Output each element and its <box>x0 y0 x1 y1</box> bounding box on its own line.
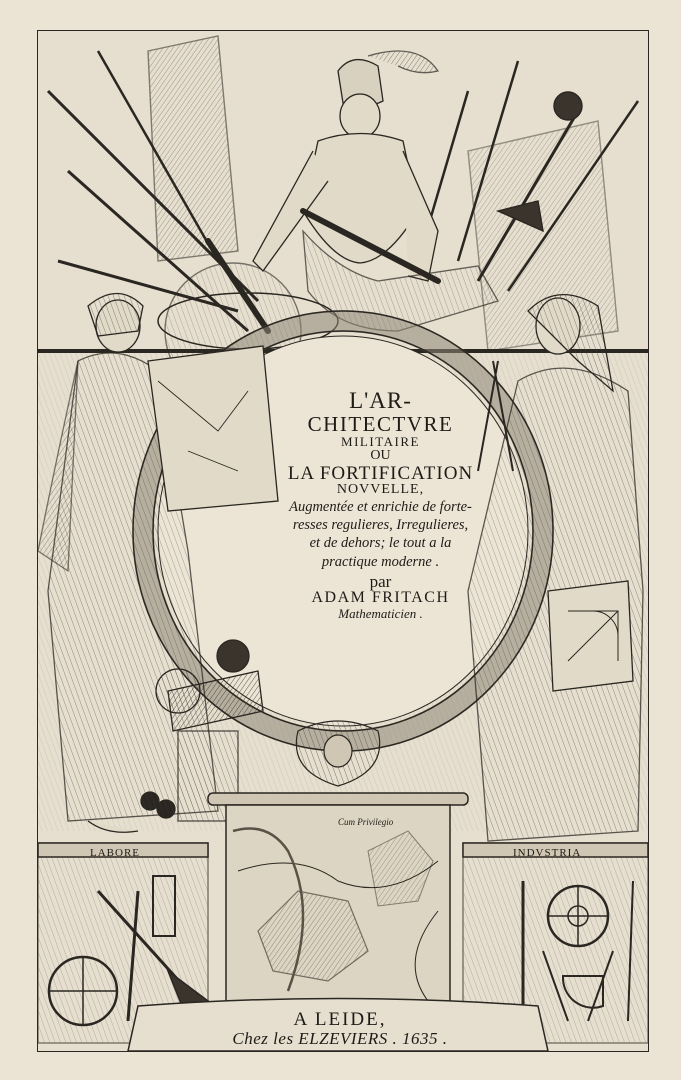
imprint <box>150 1010 530 1049</box>
imprint-publisher: Chez les ELZEVIERS . 1635 . <box>232 1029 448 1048</box>
title-line-3: MILITAIRE <box>341 434 420 450</box>
author-name: ADAM FRITACH <box>311 589 450 607</box>
subtitle-line-4: practique moderne . <box>321 553 440 570</box>
par-text: par <box>369 571 392 591</box>
imprint-city: A LEIDE, <box>293 1009 387 1030</box>
title-line-5: LA FORTIFICATION <box>287 462 474 484</box>
pedestal-label-right: INDVSTRIA <box>513 847 582 859</box>
subtitle-line-2: resses regulieres, Irregulieres, <box>292 517 469 534</box>
title-line-2: CHITECTVRE <box>307 412 454 437</box>
privilege-banner: Cum Privilegio <box>338 817 394 827</box>
title-line-1: L'AR- <box>349 388 412 413</box>
author-role: Mathematicien . <box>338 606 423 622</box>
title-line-6: NOVVELLE, <box>336 482 425 498</box>
title-line-4: OU <box>370 447 391 463</box>
subtitle-line-1: Augmentée et enrichie de forte- <box>289 499 472 516</box>
title-block <box>243 389 518 621</box>
pedestal-label-left: LABORE <box>90 847 140 859</box>
subtitle-line-3: et de dehors; le tout a la <box>309 535 452 552</box>
engraved-plate <box>37 30 649 1052</box>
